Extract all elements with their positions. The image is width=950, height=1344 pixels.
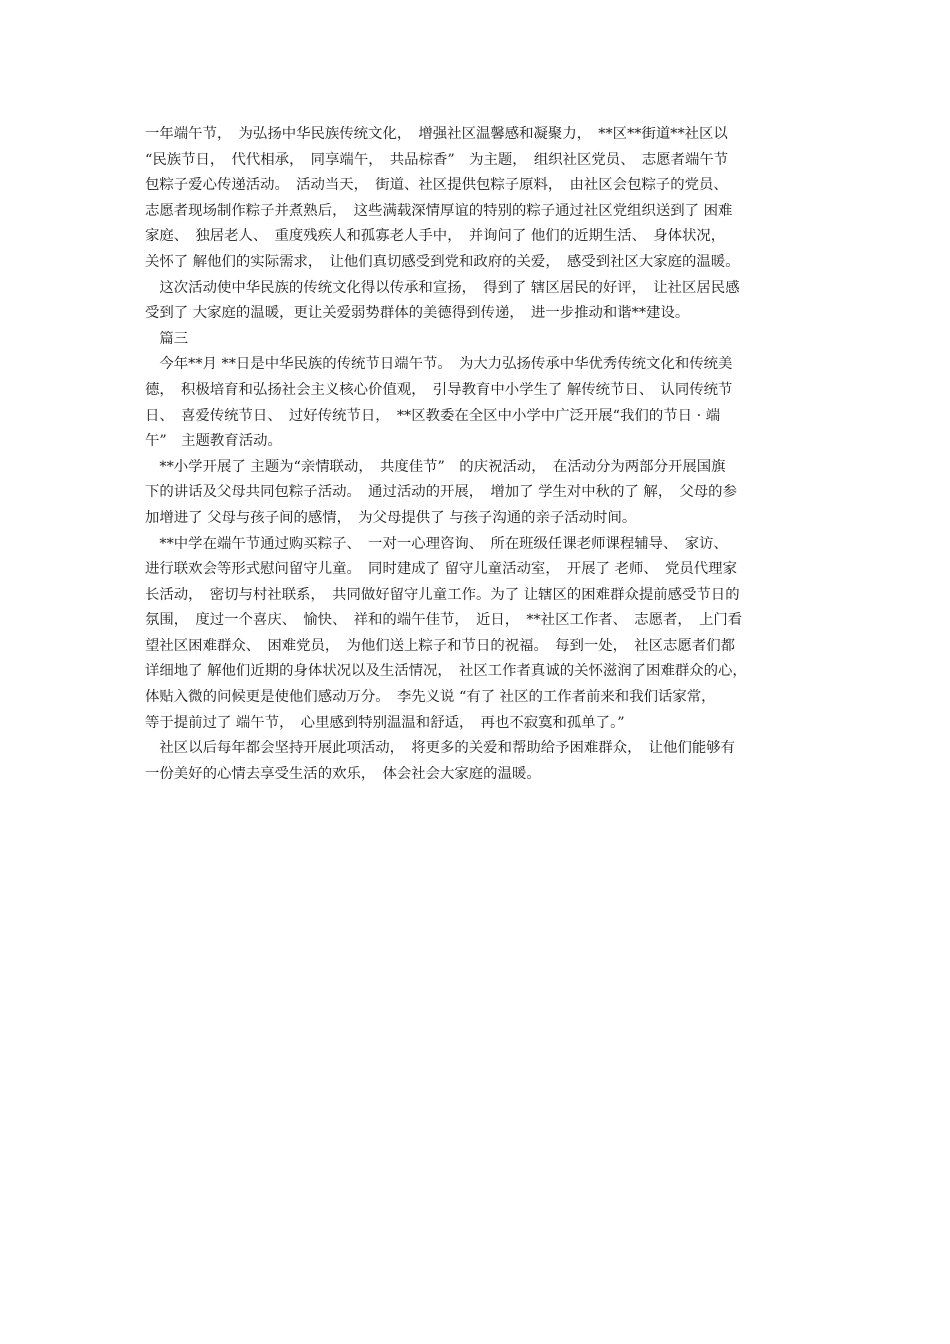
text-line: 篇三	[145, 330, 189, 347]
text-line: **中学在端午节通过购买粽子、 一对一心理咨询、 所在班级任课老师课程辅导、 家访、	[145, 535, 728, 552]
text-line: 午” 主题教育活动。	[145, 433, 282, 450]
text-line: 加增进了 父母与孩子间的感情， 为父母提供了 与孩子沟通的亲子活动时间。	[145, 509, 637, 526]
text-line: 社区以后每年都会坚持开展此项活动， 将更多的关爱和帮助给予困难群众， 让他们能够有	[145, 740, 736, 757]
paragraph	[145, 276, 810, 327]
paragraph	[145, 352, 810, 454]
text-line: 进行联欢会等形式慰问留守儿童。 同时建成了 留守儿童活动室， 开展了 老师、 党员代理家	[145, 561, 737, 578]
document-body	[145, 122, 810, 787]
text-line: “民族节日， 代代相承， 同享端午， 共品棕香” 为主题， 组织社区党员、 志愿者端午节	[145, 151, 729, 168]
text-line: 下的讲话及父母共同包粽子活动。 通过活动的开展， 增加了 学生对中秋的了 解， 父母的参	[145, 484, 737, 501]
text-line: 日、 喜爱传统节日、 过好传统节日， **区教委在全区中小学中广泛开展“我们的节日 · 端	[145, 407, 721, 424]
text-line: 这次活动使中华民族的传统文化得以传承和宣扬， 得到了 辖区居民的好评， 让社区居民感	[145, 279, 740, 296]
text-line: 长活动， 密切与村社联系， 共同做好留守儿童工作。为了 让辖区的困难群众提前感受节日的	[145, 586, 740, 603]
paragraph	[145, 455, 810, 532]
text-line: 望社区困难群众、 困难党员， 为他们送上粽子和节日的祝福。 每到一处， 社区志愿者们都	[145, 637, 736, 654]
text-line: 家庭、 独居老人、 重度残疾人和孤寡老人手中， 并询问了 他们的近期生活、 身体状况，	[145, 228, 726, 245]
text-line: 详细地了 解他们近期的身体状况以及生活情况， 社区工作者真诚的关怀滋润了困难群众的心，	[145, 663, 747, 680]
text-line: 体贴入微的问候更是使他们感动万分。 李先义说 “有了 社区的工作者前来和我们话家常，	[145, 689, 716, 706]
text-line: 一份美好的心情去享受生活的欢乐， 体会社会大家庭的温暖。	[145, 765, 541, 782]
text-line: 关怀了 解他们的实际需求， 让他们真切感受到党和政府的关爱， 感受到社区大家庭的温暖。	[145, 253, 740, 270]
text-line: 等于提前过了 端午节， 心里感到特别温温和舒适， 再也不寂寞和孤单了。”	[145, 714, 625, 731]
paragraph	[145, 532, 810, 737]
text-line: 今年**月 **日是中华民族的传统节日端午节。 为大力弘扬传承中华优秀传统文化和传统美	[145, 356, 733, 373]
text-line: 受到了 大家庭的温暖，更让关爱弱势群体的美德得到传递， 进一步推动和谐**建设。	[145, 305, 690, 322]
text-line: 包粽子爱心传递活动。 活动当天， 街道、社区提供包粽子原料， 由社区会包粽子的党员、	[145, 177, 728, 194]
text-line: 氛围， 度过一个喜庆、 愉快、 祥和的端午佳节， 近日， **社区工作者、 志愿者， 上门看	[145, 612, 743, 629]
text-line: 德， 积极培育和弘扬社会主义核心价值观， 引导教育中小学生了 解传统节日、 认同传统节	[145, 381, 733, 398]
text-line: 一年端午节， 为弘扬中华民族传统文化， 增强社区温馨感和凝聚力， **区**街道**社区以	[145, 126, 728, 142]
text-line: 志愿者现场制作粽子并煮熟后， 这些满载深情厚谊的特别的粽子通过社区党组织送到了 困难	[145, 202, 733, 219]
paragraph	[145, 736, 810, 787]
paragraph	[145, 122, 810, 276]
paragraph	[145, 327, 810, 353]
text-line: **小学开展了 主题为“亲情联动， 共度佳节” 的庆祝活动， 在活动分为两部分开展国旗	[145, 458, 726, 475]
